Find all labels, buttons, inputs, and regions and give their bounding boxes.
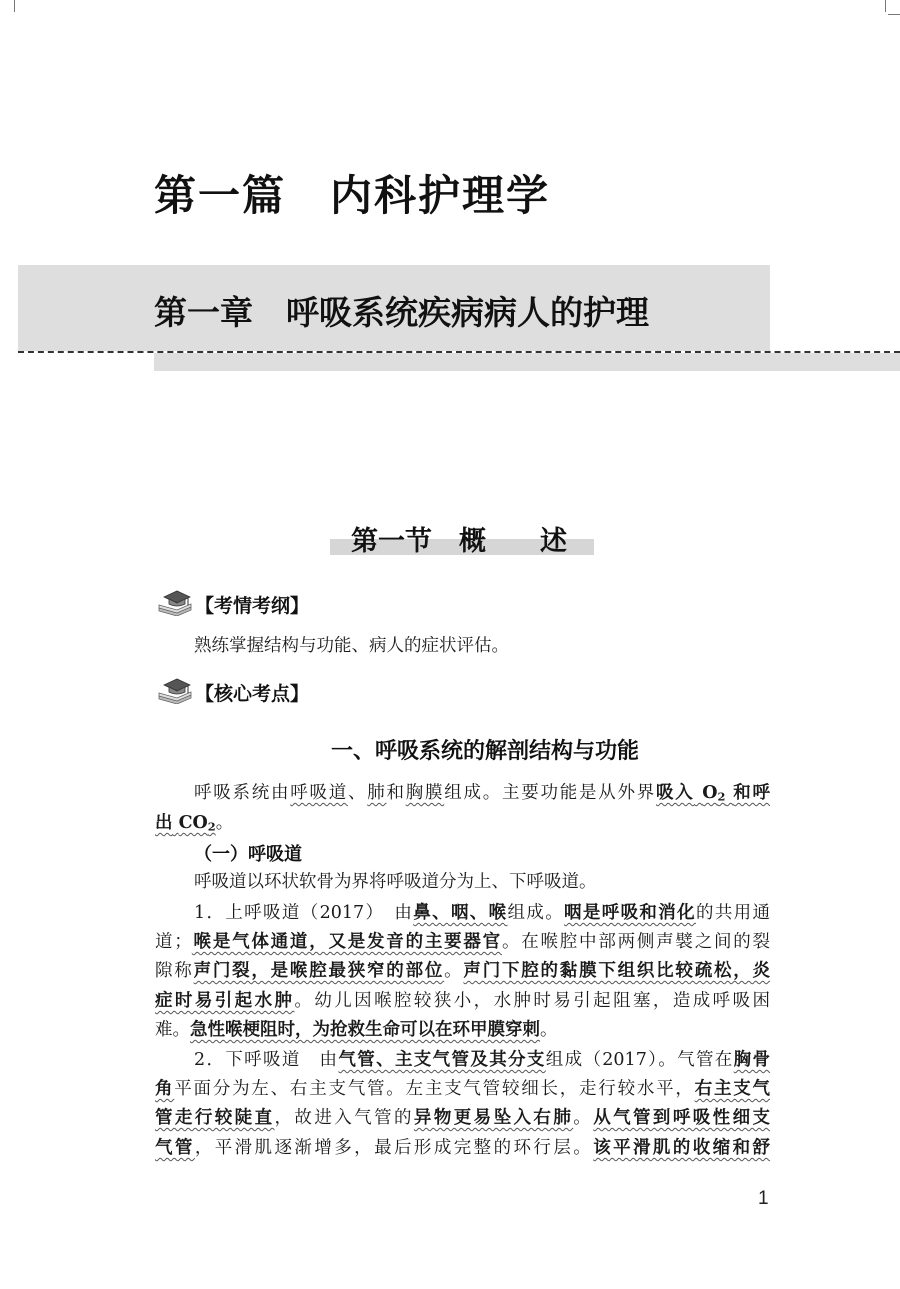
para3-line3: 隙称声门裂，是喉腔最狭窄的部位。声门下腔的黏膜下组织比较疏松，炎 xyxy=(155,961,771,981)
para3-line5: 难。急性喉梗阻时，为抢救生命可以在环甲膜穿刺。 xyxy=(155,1020,558,1040)
para1-line2: 出 CO2。 xyxy=(155,813,234,834)
part-title: 第一篇 内科护理学 xyxy=(154,171,551,220)
core-points-heading xyxy=(157,677,309,707)
heading-airway: （一）呼吸道 xyxy=(194,844,302,865)
heading-anatomy-function: 一、呼吸系统的解剖结构与功能 xyxy=(330,739,639,764)
graduation-cap-book-icon xyxy=(157,588,193,621)
para1-line1: 呼吸系统由呼吸道、肺和胸膜组成。主要功能是从外界吸入 O2 和呼 xyxy=(194,783,771,804)
exam-outline-heading xyxy=(157,589,309,619)
chapter-band-lower xyxy=(154,353,900,371)
para4-line4: 气管，平滑肌逐渐增多，最后形成完整的环行层。该平滑肌的收缩和舒 xyxy=(155,1138,771,1158)
para4-line3: 管走行较陡直，故进入气管的异物更易坠入右肺。从气管到呼吸性细支 xyxy=(155,1108,771,1128)
crop-mark-right-top xyxy=(888,14,900,15)
para2: 呼吸道以环状软骨为界将呼吸道分为上、下呼吸道。 xyxy=(194,872,597,892)
section-title: 第一节 概 述 xyxy=(351,526,567,557)
exam-outline-text: 熟练掌握结构与功能、病人的症状评估。 xyxy=(194,636,509,656)
crop-mark-top-left xyxy=(14,0,15,12)
para3-line2: 道；喉是气体通道，又是发音的主要器官。在喉腔中部两侧声襞之间的裂 xyxy=(155,932,771,952)
para4-line1: 2．下呼吸道 由气管、主支气管及其分支组成（2017）。气管在胸骨 xyxy=(194,1050,771,1070)
para3-line4: 症时易引起水肿。幼儿因喉腔较狭小，水肿时易引起阻塞，造成呼吸困 xyxy=(155,991,771,1011)
para3-line1: 1．上呼吸道（2017） 由鼻、咽、喉组成。咽是呼吸和消化的共用通 xyxy=(194,903,771,923)
page-number: 1 xyxy=(758,1188,769,1209)
para4-line2: 角平面分为左、右主支气管。左主支气管较细长，走行较水平，右主支气 xyxy=(155,1079,771,1099)
core-points-label: 【核心考点】 xyxy=(195,682,310,705)
chapter-title: 第一章 呼吸系统疾病病人的护理 xyxy=(154,293,649,332)
crop-mark-top-right xyxy=(885,0,886,12)
exam-outline-label: 【考情考纲】 xyxy=(195,594,310,617)
graduation-cap-book-icon xyxy=(157,676,193,709)
